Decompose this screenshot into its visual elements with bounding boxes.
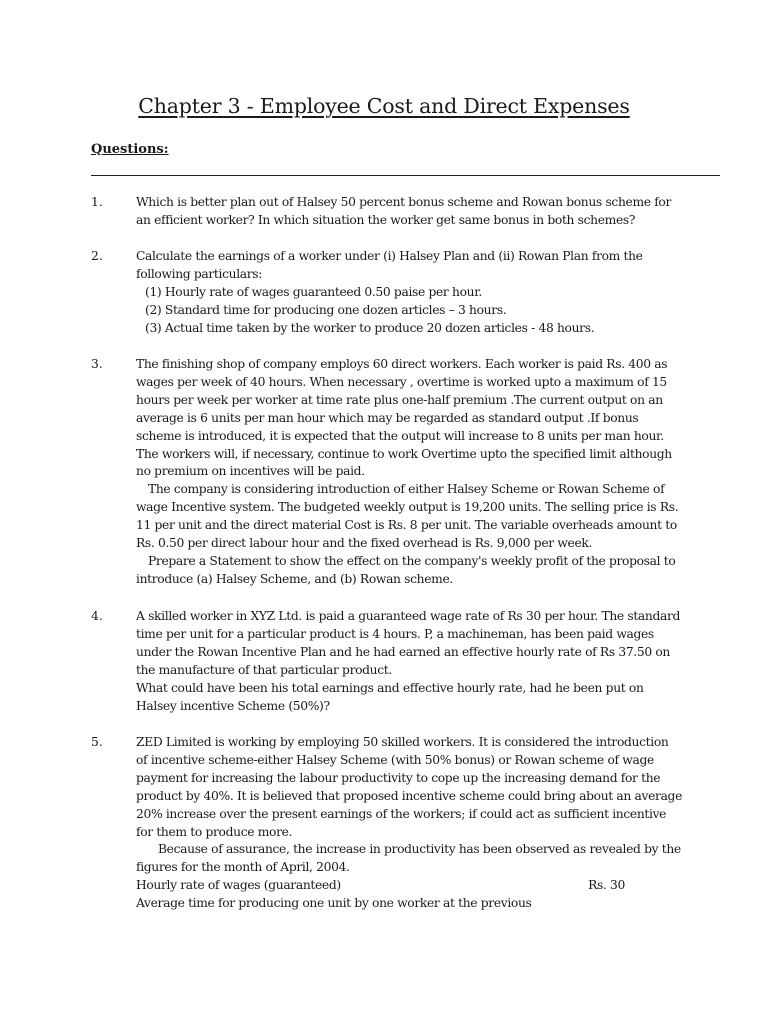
row-label: Average time for producing one unit by one worker at the previous (136, 896, 532, 911)
text-line: an efficient worker? In which situation the worker get same bonus in both schemes? (136, 212, 636, 227)
text-line: What could have been his total earnings and effective hourly rate, had he been put on (136, 680, 644, 695)
text-line: of incentive scheme-either Halsey Scheme (with 50% bonus) or Rowan scheme of wage (136, 752, 654, 767)
question-text (136, 734, 688, 913)
question-number: 2. (91, 249, 103, 263)
text-line: Prepare a Statement to show the effect on the company's weekly profit of the proposal to (148, 553, 676, 568)
question-number: 4. (91, 609, 103, 623)
list-item: (1) Hourly rate of wages guaranteed 0.50 paise per hour. (145, 284, 482, 299)
text-line: Which is better plan out of Halsey 50 percent bonus scheme and Rowan bonus scheme for (136, 195, 672, 209)
question-text (136, 194, 688, 230)
horizontal-divider (91, 175, 720, 176)
question-text (136, 608, 688, 715)
text-line: no premium on incentives will be paid. (136, 464, 365, 479)
text-line: hours per week per worker at time rate plus one-half premium .The current output on an (136, 392, 663, 407)
questions-heading: Questions: (91, 142, 169, 157)
page-title: Chapter 3 - Employee Cost and Direct Expenses (138, 94, 630, 118)
text-line: Because of assurance, the increase in productivity has been observed as revealed by the (158, 842, 681, 857)
text-line: the manufacture of that particular product. (136, 662, 392, 677)
text-line: The company is considering introduction of either Halsey Scheme or Rowan Scheme of (148, 482, 665, 497)
text-line: wages per week of 40 hours. When necessary , overtime is worked upto a maximum of 15 (136, 374, 667, 389)
text-line: introduce (a) Halsey Scheme, and (b) Rowan scheme. (136, 571, 453, 586)
text-line: under the Rowan Incentive Plan and he had earned an effective hourly rate of Rs 37.50 on (136, 644, 670, 659)
list-item: (3) Actual time taken by the worker to produce 20 dozen articles - 48 hours. (145, 320, 595, 335)
text-line: Halsey incentive Scheme (50%)? (136, 698, 330, 713)
text-line: 11 per unit and the direct material Cost is Rs. 8 per unit. The variable overheads amount to (136, 518, 677, 533)
row-label: Hourly rate of wages (guaranteed) (136, 878, 341, 893)
data-row (136, 895, 625, 913)
question-number: 1. (91, 195, 103, 209)
text-line: time per unit for a particular product is 4 hours. P, a machineman, has been paid wages (136, 626, 654, 641)
data-row (136, 877, 625, 895)
text-line: Rs. 0.50 per direct labour hour and the fixed overhead is Rs. 9,000 per week. (136, 536, 593, 551)
text-line: wage Incentive system. The budgeted weekly output is 19,200 units. The selling price is Rs. (136, 500, 679, 515)
question-number: 5. (91, 735, 103, 749)
text-line: following particulars: (136, 266, 263, 281)
question-text (136, 248, 688, 338)
text-line: average is 6 units per man hour which may be regarded as standard output .If bonus (136, 410, 639, 425)
text-line: scheme is introduced, it is expected that the output will increase to 8 units per man hour. (136, 428, 664, 443)
text-line: payment for increasing the labour productivity to cope up the increasing demand for the (136, 770, 661, 785)
text-line: A skilled worker in XYZ Ltd. is paid a guaranteed wage rate of Rs 30 per hour. The standard (136, 609, 681, 623)
question-text (136, 356, 688, 589)
text-line: The workers will, if necessary, continue to work Overtime upto the specified limit although (136, 446, 672, 461)
text-line: figures for the month of April, 2004. (136, 860, 350, 875)
text-line: for them to produce more. (136, 824, 293, 839)
text-line: ZED Limited is working by employing 50 skilled workers. It is considered the introduction (136, 735, 669, 749)
text-line: The finishing shop of company employs 60 direct workers. Each worker is paid Rs. 400 as (136, 357, 668, 371)
text-line: Calculate the earnings of a worker under (i) Halsey Plan and (ii) Rowan Plan from the (136, 249, 643, 263)
list-item: (2) Standard time for producing one dozen articles – 3 hours. (145, 302, 507, 317)
row-value: Rs. 30 (588, 878, 625, 893)
question-number: 3. (91, 357, 103, 371)
text-line: product by 40%. It is believed that proposed incentive scheme could bring about an average (136, 788, 682, 803)
text-line: 20% increase over the present earnings of the workers; if could act as sufficient incentive (136, 806, 667, 821)
